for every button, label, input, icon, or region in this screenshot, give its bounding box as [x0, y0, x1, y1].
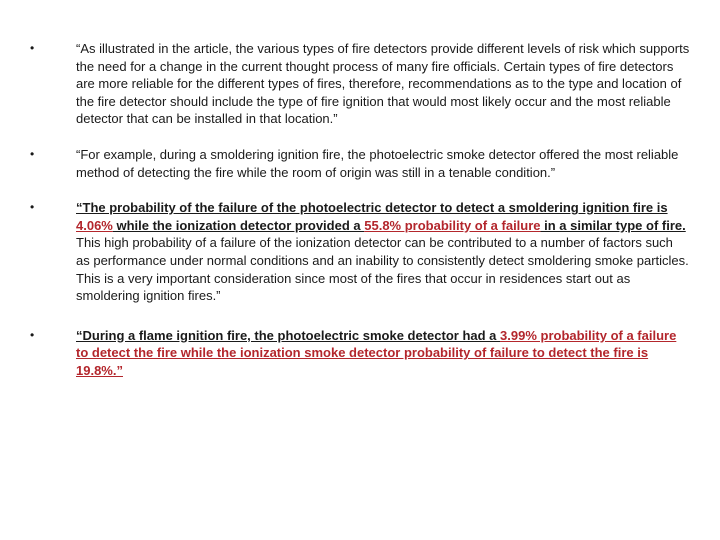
list-item-quote-4 [30, 327, 690, 380]
quote-emphasis-start: “During a flame ignition fire, the photoelectric smoke detector had a [76, 327, 501, 343]
ionization-failure-value: 55.8% probability of a failure [364, 217, 541, 233]
quote-list [30, 40, 690, 398]
ionization-value-photoelectric: 4.06% [76, 217, 113, 233]
quote-emphasis-middle: while the ionization detector provided a [112, 217, 365, 233]
bullet-icon: • [30, 327, 35, 342]
bullet-icon: • [30, 146, 35, 161]
list-item-quote-3 [30, 199, 690, 305]
quote-emphasis-end: in a similar type of fire. [540, 217, 686, 233]
flame-failure-values: 3.99% probability of a failure to detect the fire while the ionization smoke detector probability of failure to detect the fire is 19.8%.” [76, 327, 677, 378]
quote-text: “As illustrated in the article, the various types of fire detectors provide different levels of risk which supports the need for a change in the current thought process of many fire officials. Certain types of fire detectors are more reliable for the different types of fires, therefore, recommendations as to the type and location of the fire detector should include the type of fire ignition that would most likely occur and the most reliable detector that can be installed in that location.” [76, 41, 690, 127]
bullet-icon: • [30, 41, 35, 55]
list-item-quote-1 [30, 40, 690, 128]
bullet-icon: • [30, 200, 35, 215]
quote-text: “For example, during a smoldering ignition fire, the photoelectric smoke detector offered the most reliable method of detecting the fire while the room of origin was still in a tenable condition.” [76, 146, 679, 180]
list-item-quote-2 [30, 146, 690, 181]
quote-emphasis-start: “The probability of the failure of the photoelectric detector to detect a smoldering ignition fire is [76, 200, 668, 216]
quote-text-rest: This high probability of a failure of the ionization detector can be contributed to a number of factors such as performance under normal conditions and an inability to consistently detect smoldering smoke particles. This is a very important consideration since most of the fires that occur in residences start out as smoldering ignition fires.” [76, 235, 689, 304]
